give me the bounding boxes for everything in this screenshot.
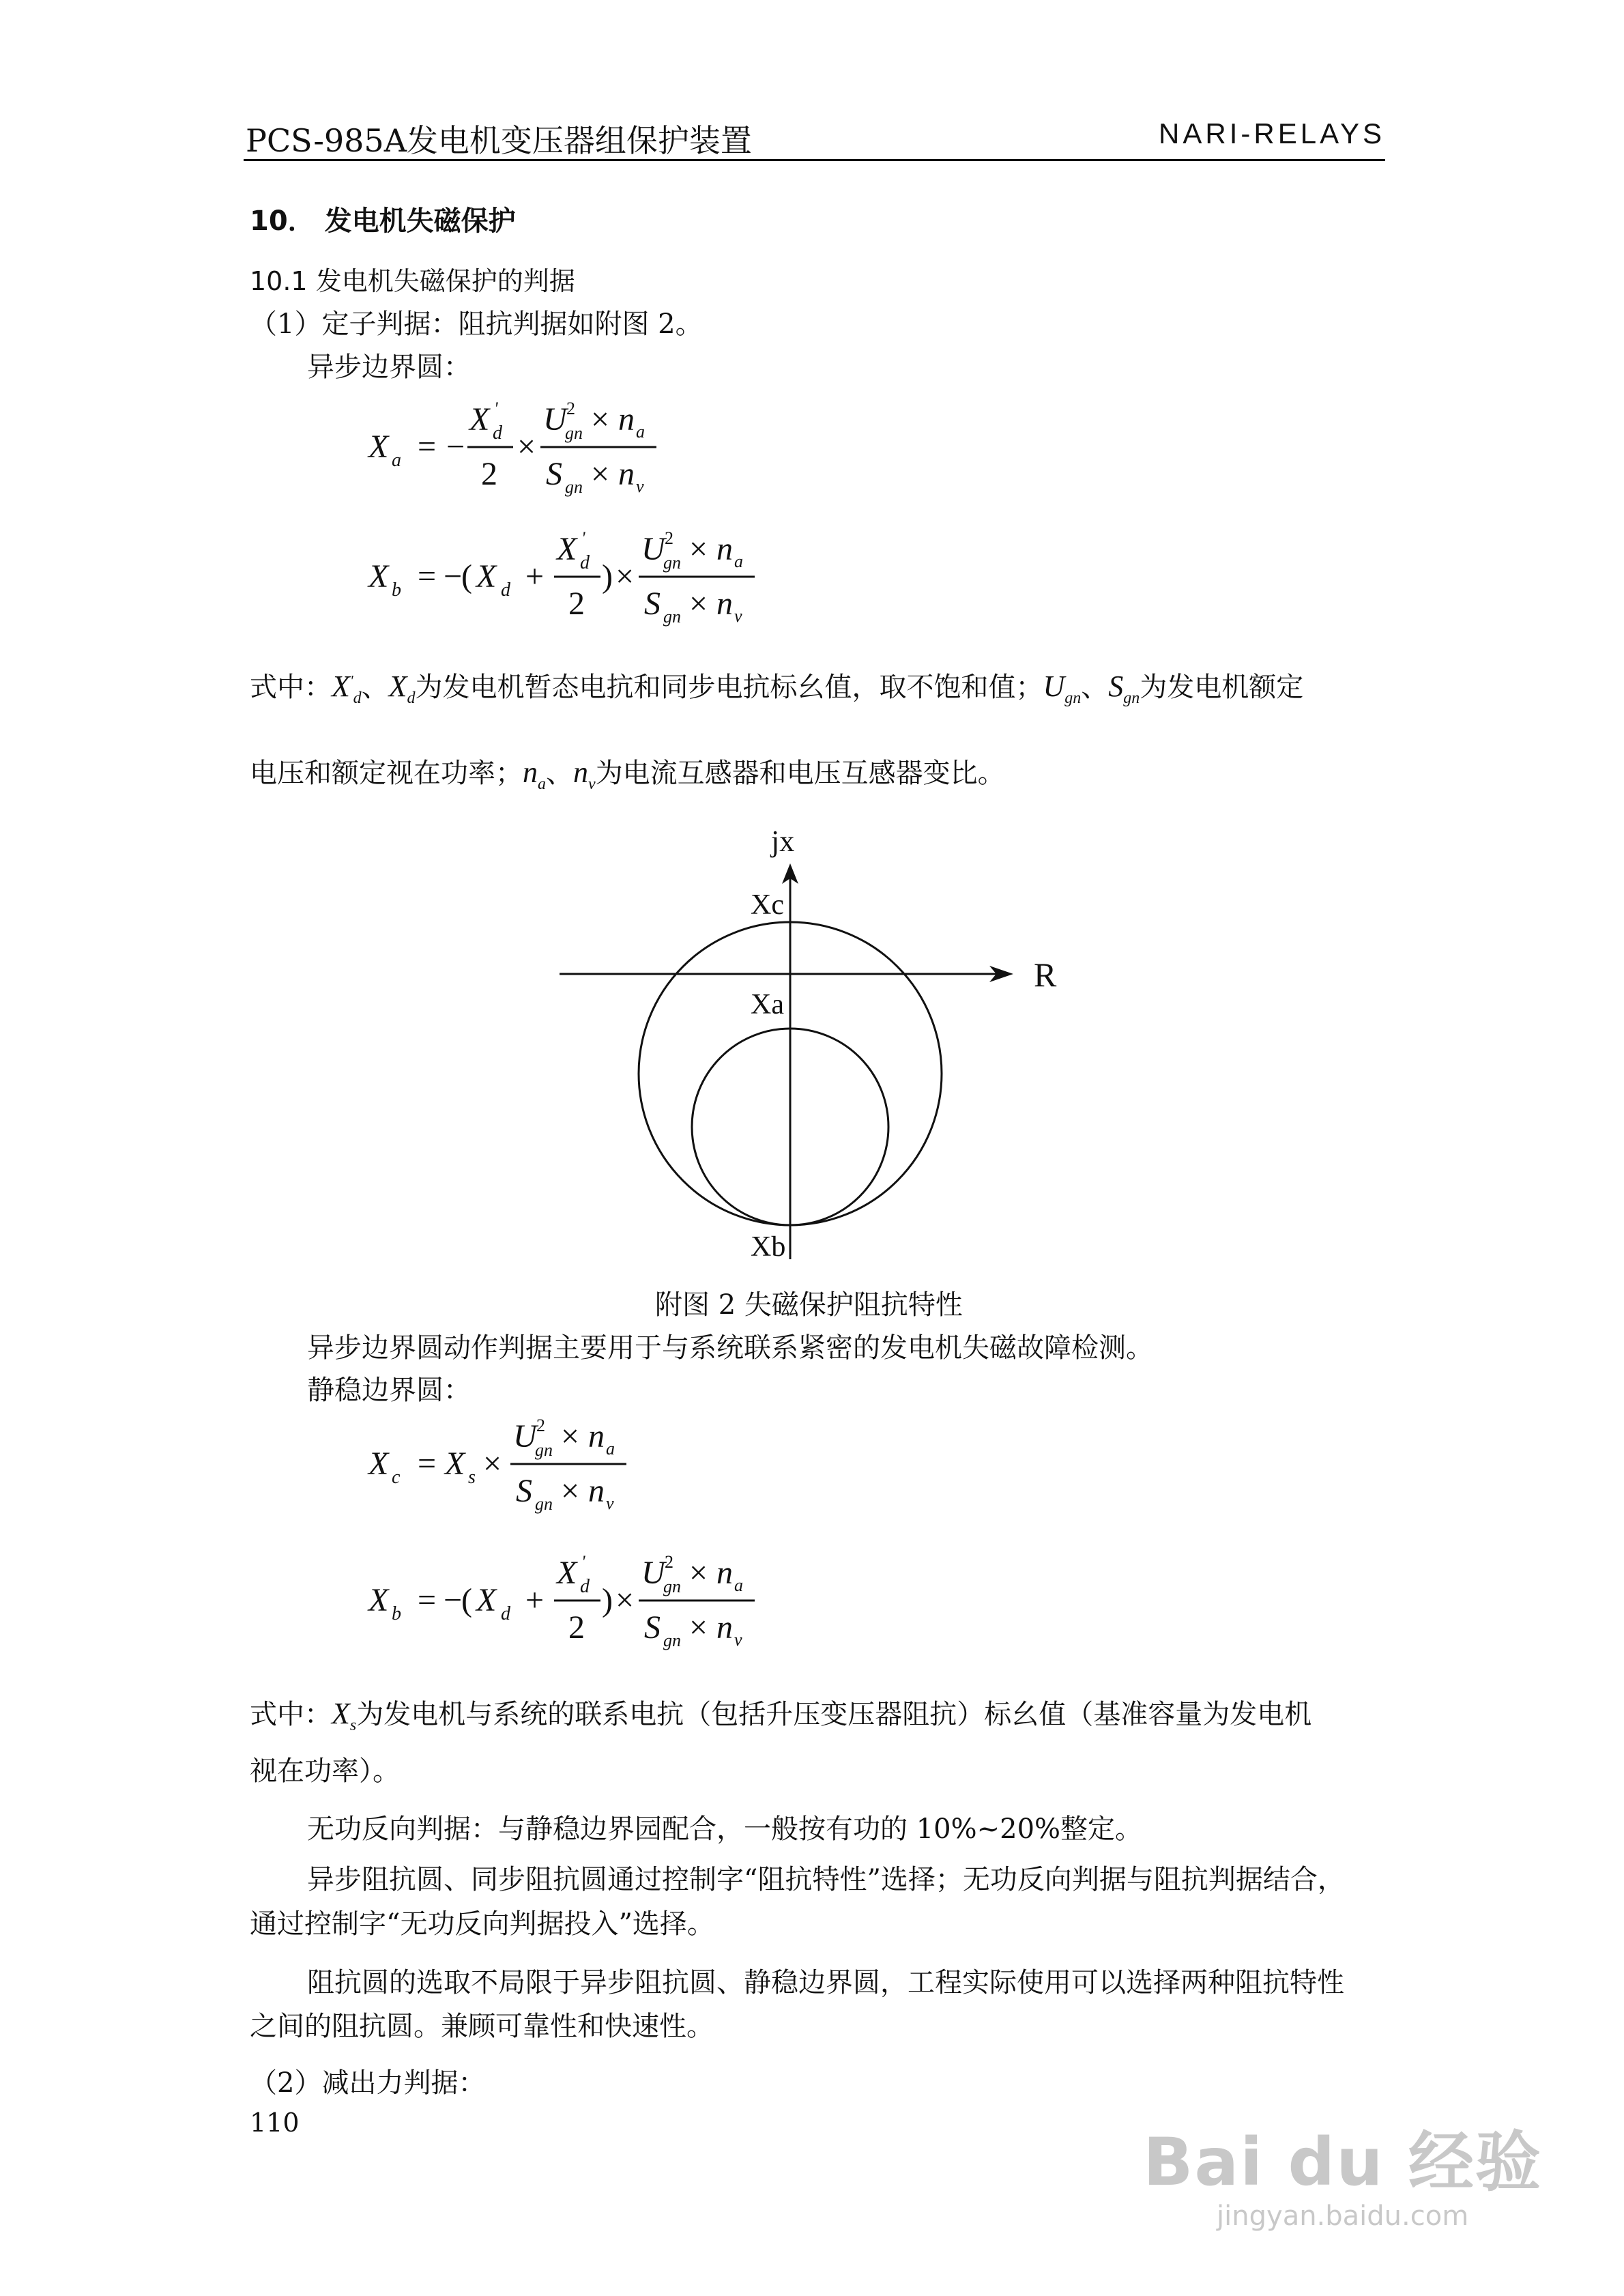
num-two: 2 [568, 1609, 585, 1646]
sym-u: U [641, 531, 665, 567]
inline-sub-gn: gn [1064, 689, 1082, 707]
sym-x: X [368, 1446, 389, 1482]
sub-d: d [493, 422, 502, 444]
desc-lead: 式中： [250, 672, 332, 703]
figure-caption: 附图 2 失磁保护阻抗特性 [655, 1289, 963, 1321]
inline-sub-d: d [407, 689, 416, 707]
label-jx: jx [771, 824, 795, 858]
sub-d: d [501, 1603, 510, 1624]
sym-n: n [588, 1473, 605, 1509]
paren-open: ( [461, 1582, 472, 1618]
sub-b: b [392, 579, 401, 601]
paragraph-control-word-2: 通过控制字“无功反向判据投入”选择。 [250, 1908, 714, 1940]
inline-sub-d: d [353, 689, 362, 707]
op-times: × [591, 456, 610, 492]
sub-gn: gn [565, 477, 583, 497]
formula-xc [362, 1409, 689, 1519]
paragraph-static-circle: 静稳边界圆： [307, 1375, 471, 1406]
sym-x: X [476, 1582, 497, 1618]
desc-text: 电压和额定视在功率； [250, 758, 523, 789]
desc-lead: 式中： [250, 1699, 332, 1730]
op-eq: = [418, 558, 437, 594]
label-r: R [1034, 956, 1057, 994]
sub-gn: gn [663, 553, 681, 573]
sub-a: a [392, 450, 401, 471]
header-title: PCS-985A发电机变压器组保护装置 [246, 122, 752, 159]
prime: ' [581, 1552, 585, 1572]
op-eq: = [418, 1446, 437, 1482]
sub-d: d [580, 1576, 590, 1597]
desc-text: 为发电机暂态电抗和同步电抗标幺值，取不饱和值； [415, 672, 1043, 703]
op-times: × [689, 586, 708, 622]
sym-u: U [543, 401, 567, 437]
watermark-url: jingyan.baidu.com [1217, 2200, 1469, 2232]
paragraph-stator-criterion: （1）定子判据：阻抗判据如附图 2。 [250, 308, 703, 340]
sub-a: a [636, 422, 645, 442]
sym-s: S [546, 456, 562, 492]
op-times: × [591, 401, 610, 437]
op-times: × [615, 1582, 635, 1618]
sym-x: X [368, 1582, 389, 1618]
formula-description-1 [250, 665, 1303, 708]
sub-a: a [606, 1439, 615, 1459]
sub-gn: gn [663, 1631, 681, 1650]
watermark [1143, 2124, 1542, 2232]
sub-v: v [606, 1493, 614, 1513]
sym-n: n [618, 401, 635, 437]
sup-2: 2 [566, 399, 575, 418]
desc-sep: 、 [546, 758, 573, 789]
section-title: 10． 发电机失磁保护 [250, 205, 516, 237]
op-plus: + [525, 1582, 545, 1618]
sym-x: X [557, 531, 577, 567]
desc-text: 为电流互感器和电压互感器变比。 [595, 758, 1005, 789]
inline-x: X [332, 670, 350, 703]
inline-sub-a: a [538, 775, 546, 793]
watermark-logo: Bai du 经验 [1143, 2124, 1542, 2200]
paragraph-async-circle: 异步边界圆： [307, 351, 471, 383]
formula-xb-2 [362, 1546, 798, 1655]
sym-n: n [716, 1609, 733, 1646]
formula-description-3 [250, 1693, 1311, 1735]
paragraph-reactive-reverse: 无功反向判据：与静稳边界园配合，一般按有功的 10%~20%整定。 [307, 1813, 1143, 1845]
sym-s: S [644, 586, 661, 622]
paragraph-circle-choice-1: 阻抗圆的选取不局限于异步阻抗圆、静稳边界圆，工程实际使用可以选择两种阻抗特性 [307, 1967, 1344, 1998]
sym-n: n [588, 1418, 605, 1454]
sym-x: X [445, 1446, 465, 1482]
sub-b: b [392, 1603, 401, 1624]
prime: ' [581, 528, 585, 548]
sub-d: d [501, 579, 510, 601]
sym-u: U [641, 1555, 665, 1591]
sub-d: d [580, 552, 590, 573]
op-eq: = [418, 1582, 437, 1618]
sub-gn: gn [663, 607, 681, 627]
sub-gn: gn [535, 1440, 553, 1460]
prime: ' [494, 399, 498, 418]
sym-x: X [368, 558, 389, 594]
formula-description-2 [250, 751, 1005, 794]
sub-gn: gn [663, 1577, 681, 1596]
label-xb: Xb [751, 1231, 786, 1259]
op-times: × [561, 1418, 580, 1454]
sub-a: a [734, 551, 743, 571]
sub-v: v [734, 1630, 742, 1650]
header-brand: NARI-RELAYS [1159, 117, 1385, 149]
paren-open: ( [461, 558, 472, 594]
op-times: × [689, 531, 708, 567]
label-xa: Xa [751, 989, 784, 1020]
paren-close: ) [602, 1582, 613, 1618]
sub-v: v [734, 606, 742, 626]
header-divider [244, 159, 1385, 161]
sup-2: 2 [665, 528, 673, 548]
paragraph-async-usage: 异步边界圆动作判据主要用于与系统联系紧密的发电机失磁故障检测。 [307, 1332, 1153, 1364]
formula-xb-1 [362, 522, 798, 631]
paragraph-circle-choice-2: 之间的阻抗圆。兼顾可靠性和快速性。 [250, 2011, 714, 2042]
op-times: × [689, 1555, 708, 1591]
sub-c: c [392, 1467, 401, 1488]
op-times: × [517, 429, 536, 465]
sub-a: a [734, 1575, 743, 1595]
desc-text: 为发电机额定 [1140, 672, 1304, 703]
inline-u: U [1043, 670, 1065, 703]
page-number: 110 [250, 2108, 300, 2138]
op-times: × [483, 1446, 502, 1482]
num-two: 2 [568, 586, 585, 622]
desc-sep: 、 [361, 672, 389, 703]
inline-x: X [388, 670, 407, 703]
figure-impedance-characteristic [560, 816, 1078, 1259]
inline-n: n [573, 756, 588, 789]
sym-n: n [716, 531, 733, 567]
sym-n: n [716, 1555, 733, 1591]
op-minus: − [444, 558, 463, 594]
sub-gn: gn [535, 1494, 553, 1514]
sym-n: n [618, 456, 635, 492]
op-times: × [689, 1609, 708, 1646]
inline-sub-gn: gn [1123, 689, 1140, 707]
paragraph-control-word-1: 异步阻抗圆、同步阻抗圆通过控制字“阻抗特性”选择；无功反向判据与阻抗判据结合， [307, 1864, 1345, 1895]
op-plus: + [525, 558, 545, 594]
desc-sep: 、 [1081, 672, 1109, 703]
op-times: × [615, 558, 635, 594]
sub-s: s [468, 1467, 476, 1488]
label-xc: Xc [751, 889, 784, 921]
formula-description-4: 视在功率）。 [250, 1755, 400, 1787]
inline-sub-s: s [349, 1716, 357, 1734]
formula-xa [362, 392, 716, 502]
sub-gn: gn [565, 423, 583, 443]
sym-x: X [368, 429, 389, 465]
op-times: × [561, 1473, 580, 1509]
sub-v: v [636, 476, 644, 496]
inline-x: X [332, 1697, 350, 1730]
paren-close: ) [602, 558, 613, 594]
op-minus: − [444, 1582, 463, 1618]
sup-2: 2 [665, 1552, 673, 1572]
sym-x: X [476, 558, 497, 594]
inline-sub-v: v [588, 775, 596, 793]
sym-x: X [557, 1555, 577, 1591]
sup-2: 2 [536, 1416, 545, 1435]
num-two: 2 [481, 456, 497, 492]
desc-text: 为发电机与系统的联系电抗（包括升压变压器阻抗）标幺值（基准容量为发电机 [356, 1699, 1312, 1730]
sym-n: n [716, 586, 733, 622]
paragraph-reduced-output: （2）减出力判据： [250, 2067, 486, 2099]
sym-u: U [513, 1418, 537, 1454]
op-minus: − [446, 429, 465, 465]
section-subtitle: 10.1 发电机失磁保护的判据 [250, 266, 575, 296]
sym-s: S [516, 1473, 532, 1509]
sym-s: S [644, 1609, 661, 1646]
inline-n: n [523, 756, 538, 789]
inline-s: S [1108, 670, 1124, 703]
op-eq: = [418, 429, 437, 465]
inline-prime: ' [349, 672, 353, 689]
sym-x: X [469, 401, 490, 437]
